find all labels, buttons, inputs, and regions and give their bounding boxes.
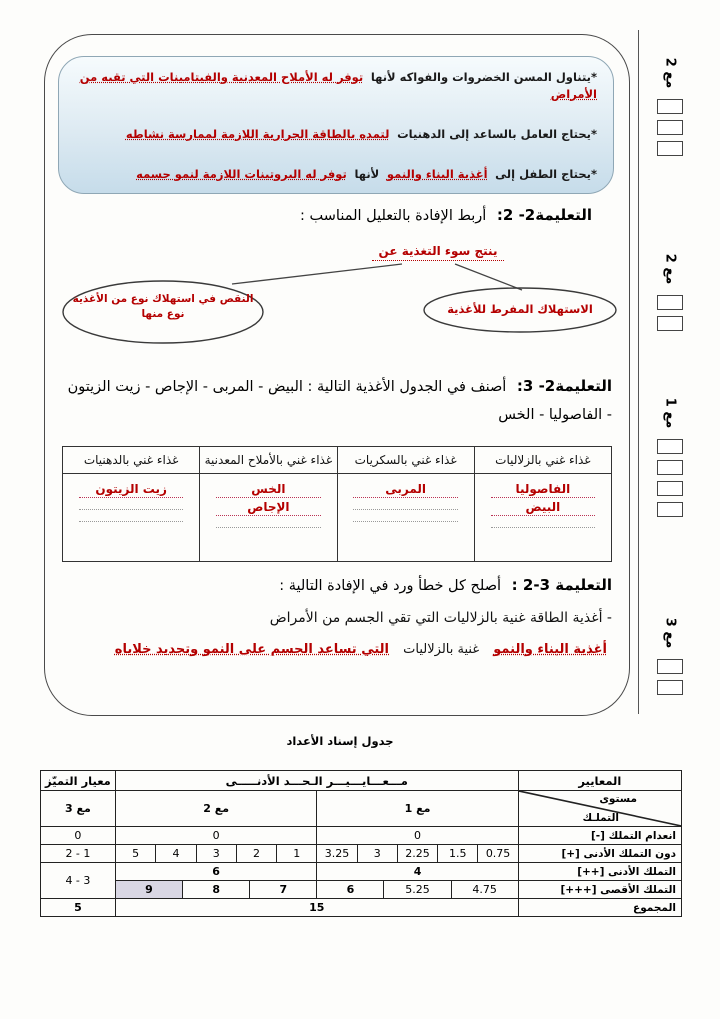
row-label: المجموع (518, 899, 681, 917)
grading-table (40, 770, 682, 917)
mastery-level-label-2: التملـك (582, 812, 619, 824)
criteria-header: المعايير (518, 771, 681, 791)
score-box (657, 99, 683, 114)
answer-cell-minerals (200, 474, 337, 562)
task32-title: التعليمة 3-2 : (511, 576, 612, 594)
handwritten-answer: المربى (353, 482, 458, 498)
score-cell: 0 (317, 827, 518, 845)
score-cell: 0 (115, 827, 317, 845)
handwritten-answer: أغذية البناء والنمو (493, 642, 607, 657)
criterion-label: مع 2 (662, 253, 678, 285)
answer-cell-fats (63, 474, 200, 562)
handwritten-answer: لتمده بالطاقة الحرارية اللازمة لممارسة نشاطه (125, 127, 390, 141)
score-cell: 2 (236, 845, 276, 863)
row-minimum-mastery (41, 863, 682, 881)
total-cell: 5 (41, 899, 116, 917)
handwritten-answer: الإجاص (216, 500, 321, 516)
score-cell: 1.5 (438, 845, 478, 863)
header-cell-fats: غذاء غني بالدهنيات (63, 447, 200, 474)
answer-line-3 (73, 166, 597, 183)
score-cell: 3.25 (317, 845, 357, 863)
row-label: انعدام التملك [-] (518, 827, 681, 845)
grading-header-row-2 (41, 791, 682, 827)
score-cell: 1 (277, 845, 317, 863)
task32-section (64, 576, 612, 657)
total-cell: 15 (115, 899, 518, 917)
score-cell: 0.75 (478, 845, 518, 863)
margin-divider-line (638, 30, 639, 714)
answer-line-2 (73, 126, 597, 143)
score-box (657, 316, 683, 331)
handwritten-answer: أغذية البناء والنمو (386, 166, 488, 181)
row-label: التملك الأدنى [++] (518, 863, 681, 881)
score-cell: 6 (317, 881, 384, 899)
answer-line-1 (73, 69, 597, 104)
answer-box (58, 56, 614, 194)
handwritten-answer: الخس (216, 482, 321, 498)
header-cell-minerals: غذاء غني بالأملاح المعدنية (200, 447, 337, 474)
row-maximum-mastery (41, 881, 682, 899)
score-cell: 0 (41, 827, 116, 845)
score-box (657, 481, 683, 496)
task32-prompt: أصلح كل خطأ ورد في الإفادة التالية : (279, 578, 502, 594)
task2-title: التعليمة2- 2: (496, 206, 592, 224)
score-cell: 8 (183, 881, 250, 899)
score-cell: 4 (156, 845, 196, 863)
score-cell: 4 (317, 863, 518, 881)
criterion-label: مع 2 (662, 57, 678, 89)
food-table-header-row (63, 447, 612, 474)
mastery-level-diagonal-cell (518, 791, 681, 827)
score-box (657, 120, 683, 135)
handwritten-answer: البيض (491, 500, 596, 516)
criterion-m1-header: مع 1 (317, 791, 518, 827)
criterion-label: مع 3 (662, 617, 678, 649)
mastery-level-label-1: مستوى (599, 793, 637, 805)
handwritten-answer: توفر له البروتينات اللازمة لنمو جسمه (136, 166, 347, 181)
task2-heading (300, 206, 592, 224)
task32-statement: - أغذية الطاقة غنية بالزلاليات التي تقي الجسم من الأمراض (269, 610, 612, 626)
criterion-m2-header: مع 2 (115, 791, 317, 827)
task32-heading (64, 576, 612, 594)
dotted-line (79, 521, 184, 522)
score-cell: 2.25 (397, 845, 437, 863)
grading-table-caption: جدول إسناد الأعداد (286, 734, 394, 748)
criterion-m3-header: مع 3 (41, 791, 116, 827)
score-box (657, 460, 683, 475)
criterion-label: مع 1 (662, 397, 678, 429)
score-cell-highlighted: 9 (115, 881, 182, 899)
score-cell: 5.25 (384, 881, 451, 899)
row-label: التملك الأقصى [+++] (518, 881, 681, 899)
score-strip-group-3 (646, 396, 694, 520)
food-table-answer-row (63, 474, 612, 562)
handwritten-answer: التي تساعد الجسم على النمو وتجديد خلاياه (114, 642, 390, 657)
statement-fragment: غنية بالزلاليات (403, 642, 480, 657)
score-box (657, 659, 683, 674)
diagram-center-text: ينتج سوء التغذية عن (372, 244, 504, 261)
score-cell: 6 (115, 863, 317, 881)
score-box (657, 502, 683, 517)
question-text: *يتناول المسن الخضروات والفواكه لأنها (370, 70, 597, 84)
task3-heading (64, 372, 612, 430)
question-text: *يحتاج الطفل إلى (495, 166, 597, 181)
score-cell: 4.75 (451, 881, 518, 899)
score-cell: 3 (196, 845, 236, 863)
excellence-header: معيار التميّز (41, 771, 116, 791)
left-oval-label: النقص في استهلاك نوع من الأغذية نوع منها (72, 293, 254, 321)
grading-header-row-1 (41, 771, 682, 791)
score-cell: 7 (250, 881, 317, 899)
answer-cell-proteins (474, 474, 611, 562)
handwritten-answer: الفاصوليا (491, 482, 596, 498)
right-oval-label: الاستهلاك المفرط للأغذية (447, 302, 593, 316)
score-box (657, 141, 683, 156)
score-range-cell: 4 - 3 (41, 863, 116, 899)
dotted-line (353, 521, 458, 522)
dotted-line (491, 527, 596, 528)
score-strip-group-2 (646, 252, 694, 334)
answer-cell-sugars (337, 474, 474, 562)
min-criteria-header: مـــعـــايـــيـــر الـحـــد الأدنـــــى (115, 771, 518, 791)
score-cell: 5 (115, 845, 155, 863)
question-text: لأنها (354, 166, 380, 181)
handwritten-answer: توفر له الأملاح المعدنية والفيتامينات التي تقيه من الأمراض (79, 70, 597, 102)
dotted-line (216, 527, 321, 528)
score-cell: 3 (357, 845, 397, 863)
score-box (657, 439, 683, 454)
dotted-line (353, 509, 458, 510)
row-no-mastery (41, 827, 682, 845)
score-strip-group-4 (646, 616, 694, 698)
score-box (657, 680, 683, 695)
question-text: *يحتاج العامل بالساعد إلى الدهنيات (397, 127, 597, 141)
handwritten-answer: زيت الزيتون (79, 482, 184, 498)
score-strip-group-1 (646, 56, 694, 159)
score-box (657, 295, 683, 310)
score-range-cell: 2 - 1 (41, 845, 116, 863)
food-classification-table (62, 446, 612, 562)
header-cell-proteins: غذاء غني بالزلاليات (474, 447, 611, 474)
task3-prompt: أصنف في الجدول الأغذية التالية : البيض - المربى - الإجاص - زيت الزيتون - الفاصوليا - الخس (67, 379, 612, 424)
header-cell-sugars: غذاء غني بالسكريات (337, 447, 474, 474)
dotted-line (79, 509, 184, 510)
task3-title: التعليمة2- 3: (516, 377, 612, 395)
task32-correction-line (64, 642, 612, 657)
task2-prompt: أربط الإفادة بالتعليل المناسب : (300, 208, 487, 224)
row-label: دون التملك الأدنى [+] (518, 845, 681, 863)
row-total (41, 899, 682, 917)
row-below-minimum (41, 845, 682, 863)
